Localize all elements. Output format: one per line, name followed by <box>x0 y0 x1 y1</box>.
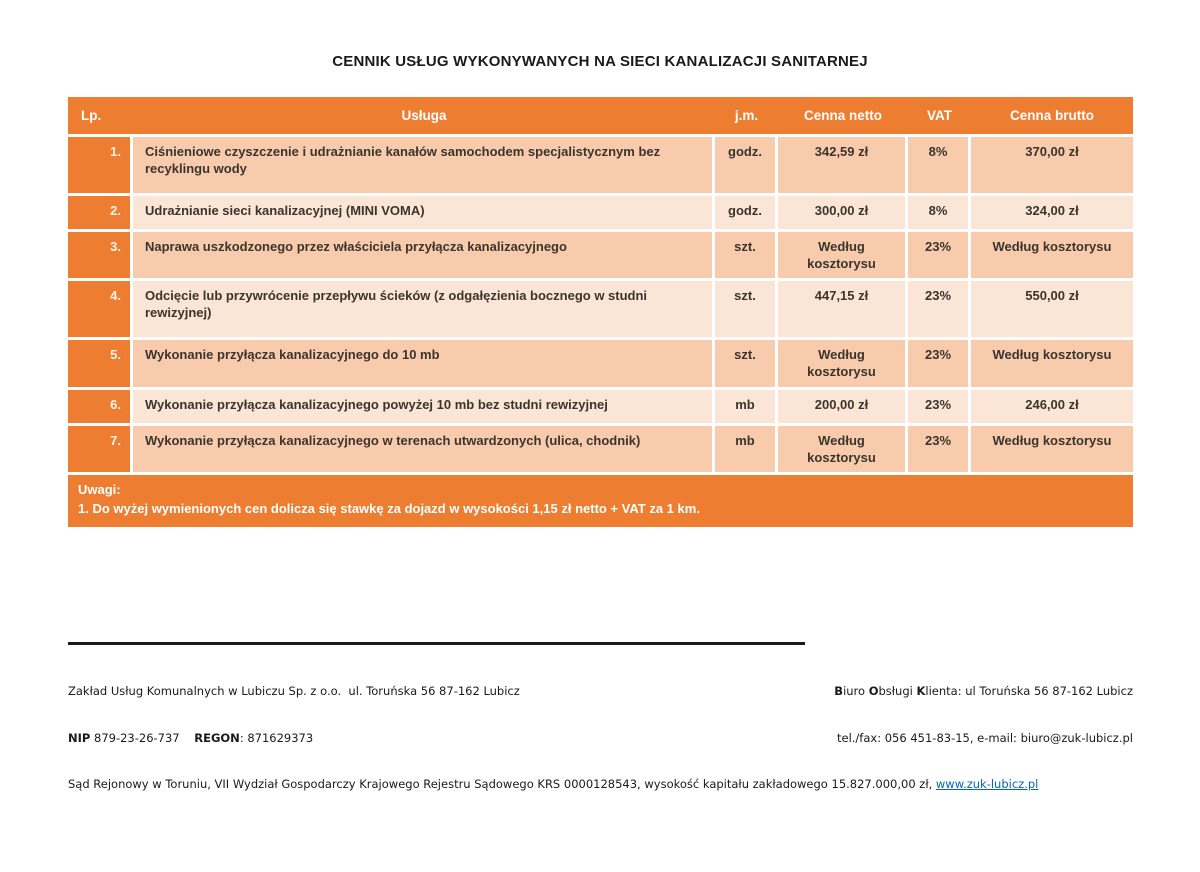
cell-gross-price: 324,00 zł <box>971 196 1133 229</box>
table-row <box>68 196 1133 229</box>
table-row <box>68 232 1133 278</box>
cell-service: Wykonanie przyłącza kanalizacyjnego w terenach utwardzonych (ulica, chodnik) <box>133 426 712 472</box>
cell-row-number: 1. <box>68 137 130 193</box>
table-header-row <box>68 97 1133 134</box>
cell-gross-price: 246,00 zł <box>971 390 1133 423</box>
cell-net-price: Według kosztorysu <box>778 232 905 278</box>
notes-bar <box>68 475 1133 527</box>
header-cell-service: Usługa <box>401 108 447 123</box>
footer-divider <box>68 642 805 645</box>
cell-unit: mb <box>715 390 775 423</box>
cell-service: Wykonanie przyłącza kanalizacyjnego do 10 mb <box>133 340 712 386</box>
pricing-table <box>68 97 1133 527</box>
cell-service: Wykonanie przyłącza kanalizacyjnego powyżej 10 mb bez studni rewizyjnej <box>133 390 712 423</box>
client-office-line: Biuro Obsługi Klienta: ul Toruńska 56 87-162 Lubicz <box>834 684 1133 698</box>
cell-net-price: Według kosztorysu <box>778 426 905 472</box>
table-row <box>68 426 1133 472</box>
cell-row-number: 7. <box>68 426 130 472</box>
cell-gross-price: 370,00 zł <box>971 137 1133 193</box>
cell-row-number: 2. <box>68 196 130 229</box>
cell-unit: godz. <box>715 137 775 193</box>
notes-item: 1. Do wyżej wymienionych cen dolicza się stawkę za dojazd w wysokości 1,15 zł netto + VAT za 1 km. <box>78 501 700 517</box>
cell-vat: 23% <box>908 426 968 472</box>
table-row <box>68 340 1133 386</box>
cell-vat: 23% <box>908 390 968 423</box>
cell-net-price: 342,59 zł <box>778 137 905 193</box>
header-cell-unit: j.m. <box>734 108 759 123</box>
website-link[interactable]: www.zuk-lubicz.pl <box>935 777 1039 791</box>
contact-line: tel./fax: 056 451-83-15, e-mail: biuro@zuk-lubicz.pl <box>837 730 1133 745</box>
regon-label: REGON <box>194 730 240 745</box>
header-cell-vat: VAT <box>927 108 952 123</box>
cell-vat: 23% <box>908 340 968 386</box>
page-footer <box>68 653 1133 855</box>
cell-vat: 8% <box>908 196 968 229</box>
cell-vat: 8% <box>908 137 968 193</box>
cell-unit: szt. <box>715 281 775 337</box>
cell-row-number: 3. <box>68 232 130 278</box>
cell-row-number: 5. <box>68 340 130 386</box>
cell-unit: mb <box>715 426 775 472</box>
cell-service: Naprawa uszkodzonego przez właściciela przyłącza kanalizacyjnego <box>133 232 712 278</box>
cell-net-price: 200,00 zł <box>778 390 905 423</box>
cell-net-price: 300,00 zł <box>778 196 905 229</box>
cell-row-number: 4. <box>68 281 130 337</box>
header-cell-gross-price: Cenna brutto <box>1010 108 1094 123</box>
nip-regon-line: NIP 879-23-26-737 REGON: 871629373 <box>68 730 314 745</box>
cell-unit: godz. <box>715 196 775 229</box>
company-name-line: Zakład Usług Komunalnych w Lubiczu Sp. z o.o. ul. Toruńska 56 87-162 Lubicz <box>68 684 520 698</box>
cell-gross-price: Według kosztorysu <box>971 340 1133 386</box>
table-row <box>68 390 1133 423</box>
cell-vat: 23% <box>908 281 968 337</box>
cell-service: Odcięcie lub przywrócenie przepływu ścieków (z odgałęzienia bocznego w studni rewizyjnej) <box>133 281 712 337</box>
cell-row-number: 6. <box>68 390 130 423</box>
client-office-block <box>834 653 1133 777</box>
header-cell-lp: Lp. <box>81 108 102 123</box>
cell-unit: szt. <box>715 340 775 386</box>
notes-label: Uwagi: <box>78 481 121 497</box>
cell-gross-price: Według kosztorysu <box>971 232 1133 278</box>
cell-net-price: Według kosztorysu <box>778 340 905 386</box>
cell-gross-price: Według kosztorysu <box>971 426 1133 472</box>
header-cell-net-price: Cenna netto <box>803 108 882 123</box>
cell-service: Ciśnieniowe czyszczenie i udrażnianie kanałów samochodem specjalistycznym bez recyklingu wody <box>133 137 712 193</box>
cell-net-price: 447,15 zł <box>778 281 905 337</box>
page-title: CENNIK USŁUG WYKONYWANYCH NA SIECI KANALIZACJI SANITARNEJ <box>332 53 868 70</box>
registry-line: Sąd Rejonowy w Toruniu, VII Wydział Gospodarczy Krajowego Rejestru Sądowego KRS 0000128543, wysokość kapitału zakładowego 15.827.000,00 zł, www.zuk-lubicz.pl <box>68 777 1039 791</box>
cell-service: Udrażnianie sieci kanalizacyjnej (MINI VOMA) <box>133 196 712 229</box>
cell-gross-price: 550,00 zł <box>971 281 1133 337</box>
cell-vat: 23% <box>908 232 968 278</box>
nip-label: NIP <box>68 730 91 745</box>
table-row <box>68 137 1133 193</box>
table-row <box>68 281 1133 337</box>
cell-unit: szt. <box>715 232 775 278</box>
